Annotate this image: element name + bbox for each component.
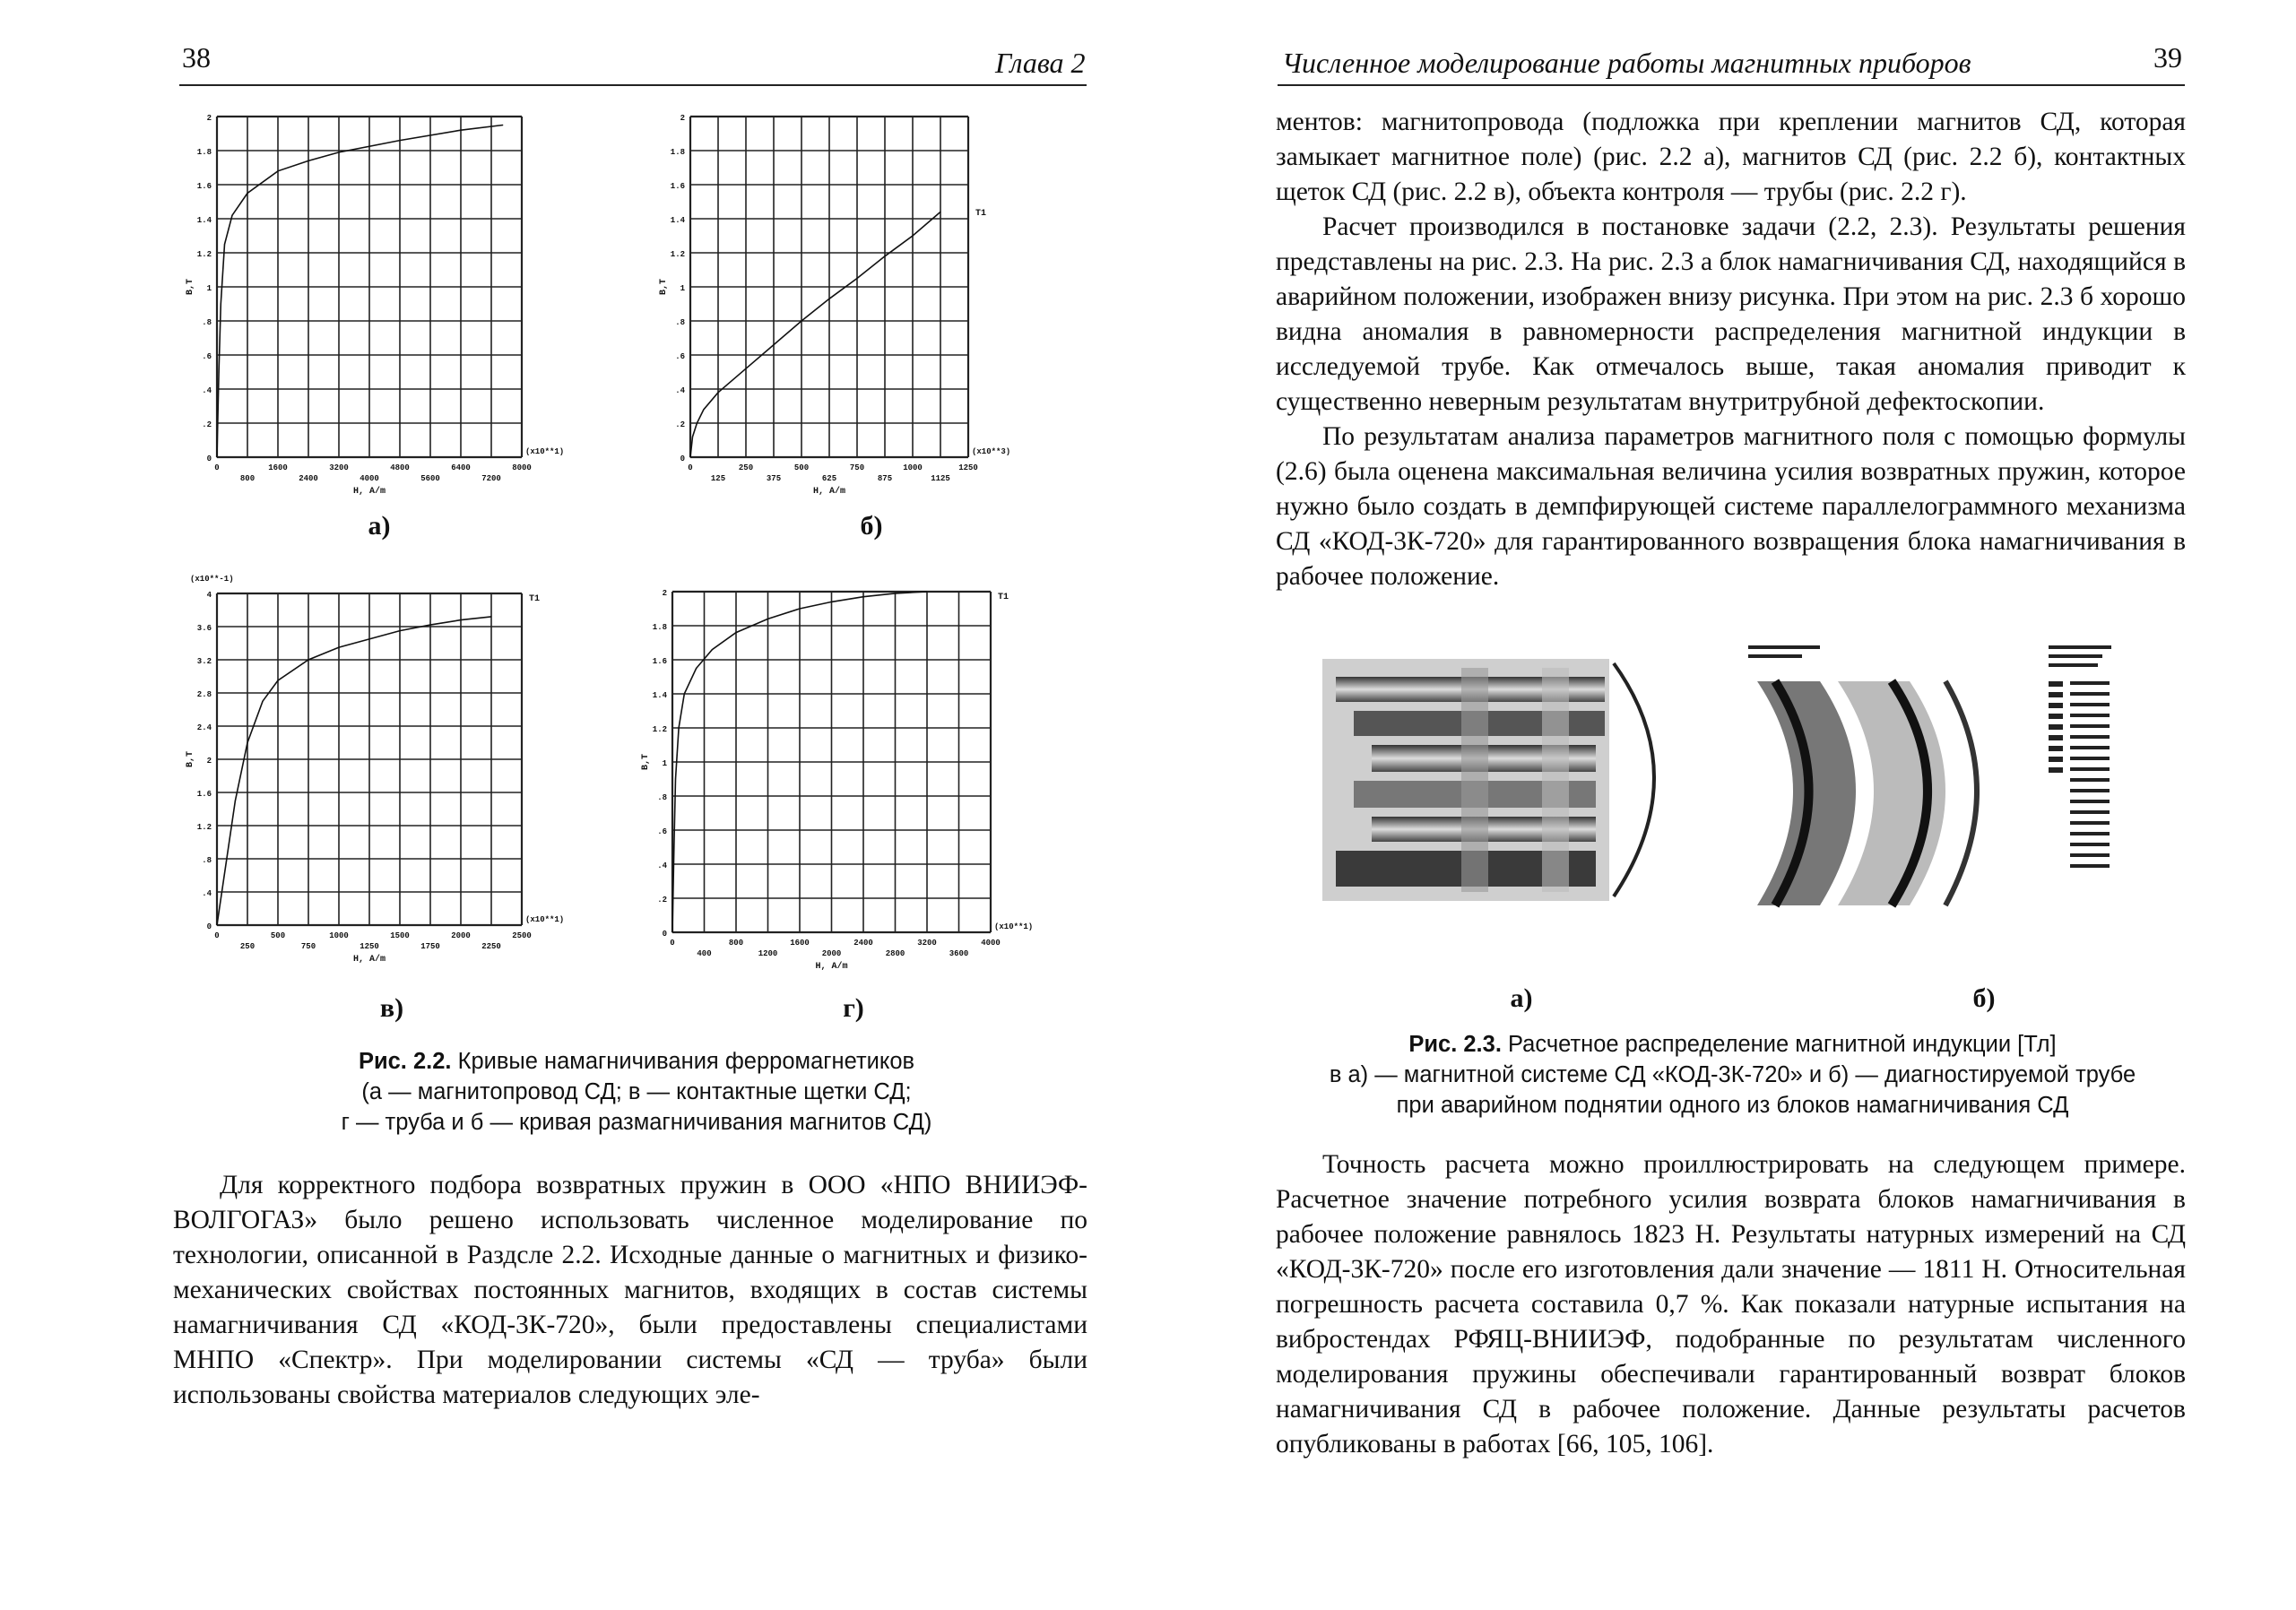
curve-point (673, 846, 674, 847)
y-tick-label: 1.4 (670, 216, 685, 225)
curve-point (216, 924, 217, 925)
curve-line (217, 617, 491, 925)
figure-2-3-label-a: а) (1510, 983, 1533, 1013)
curve-point (399, 140, 400, 141)
y-tick-label: .8 (657, 793, 667, 802)
caption-line-2: (а — магнитопровод СД; в — контактные щетки СД; (361, 1079, 912, 1104)
x-tick-label: 2000 (821, 949, 842, 958)
x-tick-label: 1125 (931, 474, 950, 483)
x-tick-label: 1500 (390, 931, 410, 940)
chart-c-label: в) (379, 993, 404, 1023)
y-tick-label: .6 (675, 352, 685, 361)
curve-line (690, 212, 940, 457)
x-tick-label: 2500 (512, 931, 532, 940)
y-tick-label: 0 (206, 922, 212, 931)
left-body-text (173, 1168, 1087, 1413)
curve-point (684, 693, 685, 694)
y-tick-label: 0 (680, 454, 685, 463)
legend-label: T1 (529, 594, 541, 604)
curve-point (884, 255, 885, 256)
curve-point (460, 130, 461, 131)
x-tick-label: 800 (239, 474, 256, 483)
chart-c (179, 567, 592, 988)
x-multiplier: (x10**3) (972, 447, 1011, 456)
chart-d-label: г) (843, 993, 864, 1023)
curve-point (502, 125, 503, 126)
x-tick-label: 1600 (790, 939, 810, 948)
x-tick-label: 8000 (512, 463, 532, 472)
curve-point (675, 778, 676, 779)
curve-point (222, 883, 223, 884)
left-page-number: 38 (182, 41, 211, 74)
x-tick-label: 4000 (360, 474, 379, 483)
y-tick-label: .6 (657, 827, 667, 836)
y-tick-label: 0 (662, 930, 667, 939)
x-tick-label: 250 (239, 942, 256, 951)
curve-point (338, 151, 339, 152)
x-tick-label: 0 (688, 463, 693, 472)
caption-text: Расчетное распределение магнитной индукции [Тл] (1508, 1032, 2057, 1057)
x-tick-label: 7200 (481, 474, 501, 483)
y-tick-label: 1.6 (196, 182, 212, 191)
curve-point (773, 344, 774, 345)
curve-point (856, 278, 857, 279)
curve-point (231, 215, 232, 216)
curve-point (735, 632, 736, 633)
x-axis-label: H, A/m (352, 955, 386, 965)
x-tick-label: 250 (738, 463, 754, 472)
x-tick-label: 3600 (949, 949, 969, 958)
y-tick-label: 1.2 (196, 823, 212, 832)
curve-point (712, 649, 713, 650)
curve-point (745, 368, 746, 369)
x-tick-label: 750 (849, 463, 865, 472)
curve-point (277, 680, 278, 681)
y-tick-label: 0 (206, 454, 212, 463)
y-tick-label: 3.2 (196, 657, 212, 666)
x-tick-label: 2400 (299, 474, 318, 483)
curve-point (799, 608, 800, 609)
x-tick-label: 5600 (420, 474, 440, 483)
y-tick-label: .2 (657, 896, 667, 905)
y-tick-label: 1.4 (196, 216, 212, 225)
paragraph-3: По результатам анализа параметров магнитного поля с помощью формулы (2.6) была оценена максимальная величина усилия возвратных пружин, которое нужно было создать в демпфирующей системе параллелограммного механизма СД «КОД-3К-720» для гарантированного возвращения блока намагничивания в рабочее положение. (1276, 422, 2186, 591)
x-axis-label: H, A/m (352, 487, 386, 497)
x-tick-label: 1200 (758, 949, 778, 958)
x-tick-label: 1250 (958, 463, 978, 472)
caption-text: Кривые намагничивания ферромагнетиков (457, 1049, 915, 1074)
x-tick-label: 1000 (903, 463, 923, 472)
y-tick-label: 1.4 (652, 691, 667, 700)
curve-line (217, 126, 503, 458)
x-tick-label: 125 (710, 474, 726, 483)
chart-a-label: а) (368, 511, 391, 541)
curve-point (671, 931, 672, 932)
y-tick-label: .8 (675, 318, 685, 327)
x-multiplier: (x10**1) (525, 447, 565, 456)
chart-b-label: б) (860, 511, 883, 541)
x-tick-label: 400 (697, 949, 712, 958)
figure-2-3-caption (1273, 1029, 2192, 1121)
y-tick-label: 1.2 (670, 250, 685, 259)
right-header-rule (1278, 84, 2185, 86)
x-tick-label: 1250 (360, 942, 379, 951)
y-tick-label: 1.6 (670, 182, 685, 191)
y-tick-label: 1.8 (652, 623, 667, 632)
x-tick-label: 2250 (481, 942, 501, 951)
right-body-text-top (1276, 105, 2186, 594)
y-tick-label: .2 (675, 420, 685, 429)
x-tick-label: 3200 (329, 463, 349, 472)
curve-point (338, 647, 339, 648)
curve-point (229, 842, 230, 843)
caption-line-3: при аварийном поднятии одного из блоков намагничивания СД (1396, 1093, 2069, 1118)
curve-point (399, 630, 400, 631)
x-tick-label: 500 (270, 931, 286, 940)
x-tick-label: 4000 (981, 939, 1001, 948)
curve-point (216, 456, 217, 457)
curve-point (262, 701, 263, 702)
y-tick-label: 1.8 (196, 148, 212, 157)
x-multiplier: (x10**1) (525, 915, 565, 924)
x-tick-label: 3200 (917, 939, 937, 948)
fem-plot-a (1318, 641, 1721, 914)
y-tick-label: 1.2 (196, 250, 212, 259)
x-tick-label: 0 (214, 463, 220, 472)
legend-label: T1 (975, 209, 987, 219)
caption-label: Рис. 2.2. (358, 1049, 452, 1074)
y-tick-label: 1.6 (652, 657, 667, 666)
x-tick-label: 750 (300, 942, 316, 951)
x-tick-label: 2800 (885, 949, 905, 958)
caption-label: Рис. 2.3. (1408, 1032, 1502, 1057)
y-tick-label: 3.6 (196, 624, 212, 633)
right-running-header: Численное моделирование работы магнитных приборов (1282, 47, 1971, 79)
right-page-number: 39 (2153, 41, 2182, 74)
curve-point (490, 616, 491, 617)
y-tick-label: .4 (675, 386, 685, 395)
curve-point (862, 596, 863, 597)
caption-line-2: в а) — магнитной системе СД «КОД-3К-720» и б) — диагностируемой трубе (1329, 1062, 2136, 1087)
y-tick-label: 1 (662, 759, 667, 768)
x-tick-label: 0 (214, 931, 220, 940)
figure-2-2-caption (269, 1046, 1004, 1138)
fem-legend-b (2049, 628, 2138, 896)
x-tick-label: 800 (728, 939, 744, 948)
y-tick-label: .2 (202, 420, 212, 429)
y-tick-label: .4 (202, 386, 212, 395)
x-tick-label: 2400 (853, 939, 873, 948)
x-tick-label: 625 (821, 474, 837, 483)
chart-d (628, 578, 1094, 991)
x-tick-label: 500 (793, 463, 810, 472)
x-tick-label: 375 (766, 474, 782, 483)
x-multiplier: (x10**1) (994, 922, 1034, 931)
y-tick-label: 1.2 (652, 725, 667, 734)
y-tick-label: 1.6 (196, 790, 212, 799)
legend-label: T1 (998, 593, 1009, 602)
y-tick-label: .8 (202, 318, 212, 327)
y-tick-label: 2 (662, 589, 667, 598)
y-tick-label: 2.4 (196, 723, 212, 732)
y-axis-label: B,T (659, 278, 669, 296)
chart-a (179, 108, 574, 520)
y-axis-label: B,T (186, 278, 195, 296)
x-tick-label: 1600 (268, 463, 288, 472)
y-tick-label: 2 (206, 114, 212, 123)
y-tick-label: 1 (206, 284, 212, 293)
fem-plot-b (1739, 663, 2008, 914)
y-tick-label: .4 (202, 889, 212, 898)
left-header-rule (179, 84, 1087, 86)
curve-point (277, 170, 278, 171)
y-tick-label: .4 (657, 861, 667, 870)
curve-point (912, 235, 913, 236)
curve-point (703, 409, 704, 410)
y-tick-label: 2.8 (196, 690, 212, 699)
x-axis-label: H, A/m (815, 962, 848, 972)
chart-b (645, 108, 1094, 520)
x-tick-label: 1750 (420, 942, 440, 951)
curve-point (689, 456, 690, 457)
y-multiplier: (x10**-1) (190, 575, 234, 584)
y-tick-label: 1 (680, 284, 685, 293)
left-running-header: Глава 2 (995, 47, 1086, 79)
x-tick-label: 0 (670, 939, 675, 948)
y-tick-label: 2 (206, 757, 212, 766)
paragraph-2: Расчет производился в постановке задачи (2.2, 2.3). Результаты решения представлены на рис. 2.3. На рис. 2.3 а блок намагничивания СД, находящийся в аварийном положении, изображен внизу рисунка. При этом на рис. 2.3 б хорошо видна аномалия в равномерности распределения магнитной индукции в исследуемой трубе. Как отмечалось выше, такая аномалия приводит к существенно неверным результатам внутритрубной дефектоскопии. (1276, 212, 2186, 416)
y-tick-label: .6 (202, 352, 212, 361)
paragraph-4: Точность расчета можно проиллюстрировать на следующем примере. Расчетное значение потребного усилия возврата блоков намагничивания в рабочее положение равнялось 1823 Н. Результаты натурных измерений на СД «КОД-3К-720» после его изготовления дали значение — 1811 Н. Относительная погрешность расчета составила 0,7 %. Как показали натурные испытания на вибростендах РФЯЦ-ВНИИЭФ, подобранные по результатам численного моделирования пружины обеспечивали гарантированный возврат блоков намагничивания СД в рабочее положение. Данные результаты расчетов опубликованы в работах [66, 105, 106]. (1276, 1150, 2186, 1459)
curve-point (224, 244, 225, 245)
y-axis-label: B,T (641, 753, 651, 771)
curve-point (219, 371, 220, 372)
y-tick-label: .8 (202, 856, 212, 865)
x-axis-label: H, A/m (812, 487, 846, 497)
figure-2-3-label-b: б) (1972, 983, 1996, 1013)
curve-point (717, 392, 718, 393)
y-tick-label: 2 (680, 114, 685, 123)
curve-point (926, 591, 927, 592)
curve-point (679, 727, 680, 728)
x-tick-label: 875 (877, 474, 893, 483)
curve-point (460, 619, 461, 620)
x-tick-label: 1000 (329, 931, 349, 940)
curve-point (368, 638, 369, 639)
curve-point (696, 668, 697, 669)
right-body-text-bottom (1276, 1147, 2186, 1462)
y-tick-label: 1.8 (670, 148, 685, 157)
curve-point (429, 625, 430, 626)
x-tick-label: 2000 (451, 931, 471, 940)
x-tick-label: 6400 (451, 463, 471, 472)
x-tick-label: 4800 (390, 463, 410, 472)
caption-line-3: г — труба и б — кривая размагничивания магнитов СД) (341, 1110, 932, 1135)
y-tick-label: 4 (206, 591, 212, 600)
y-axis-label: B,T (186, 750, 195, 768)
paragraph: Для корректного подбора возвратных пружин в ООО «НПО ВНИИЭФ-ВОЛГОГАЗ» было решено использовать численное моделирование по технологии, описанной в Раздсле 2.2. Исходные данные о магнитных и физико-механических свойствах постоянных магнитов, входящих в состав системы намагничивания СД «КОД-3К-720», были предоставлены специалистами МНПО «Спектр». При моделировании системы «СД — труба» были использованы свойства материалов следующих эле- (173, 1171, 1087, 1409)
paragraph-1: ментов: магнитопровода (подложка при креплении магнитов СД, которая замыкает магнитное поле) (рис. 2.2 а), магнитов СД (рис. 2.2 б), контактных щеток СД (рис. 2.2 в), объекта контроля — трубы (рис. 2.2 г). (1276, 108, 2186, 206)
